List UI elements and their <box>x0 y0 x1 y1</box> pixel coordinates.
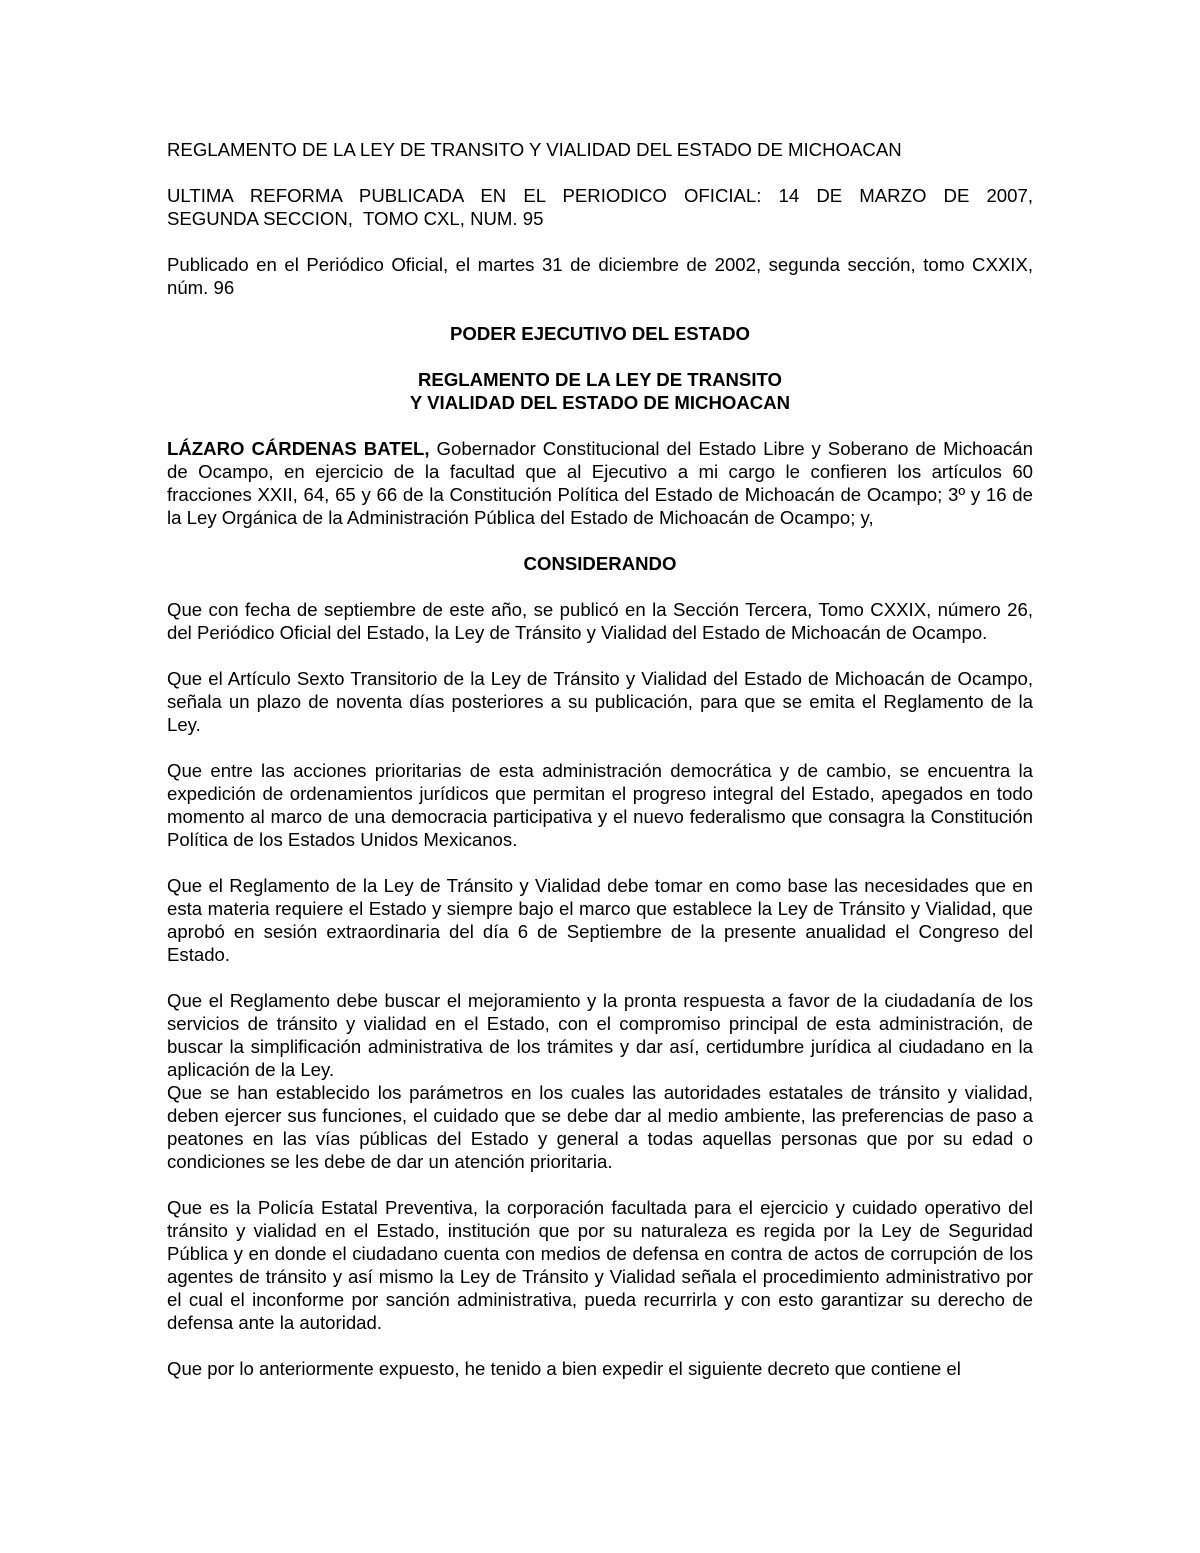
heading-reglamento-line-1: REGLAMENTO DE LA LEY DE TRANSITO <box>418 369 782 390</box>
heading-poder-ejecutivo: PODER EJECUTIVO DEL ESTADO <box>450 323 750 344</box>
considerando-paragraph: Que el Artículo Sexto Transitorio de la Ley de Tránsito y Vialidad del Estado de Michoacán de Ocampo, señala un plazo de noventa días posteriores a su publicación, para que se emita el Reglamento de la Ley. <box>167 668 1033 735</box>
heading-considerando: CONSIDERANDO <box>523 553 677 574</box>
publication-note: Publicado en el Periódico Oficial, el martes 31 de diciembre de 2002, segunda sección, tomo CXXIX, núm. 96 <box>167 254 1033 298</box>
considerando-paragraph: Que por lo anteriormente expuesto, he tenido a bien expedir el siguiente decreto que contiene el <box>167 1358 961 1379</box>
considerando-paragraph: Que el Reglamento de la Ley de Tránsito y Vialidad debe tomar en como base las necesidades que en esta materia requiere el Estado y siempre bajo el marco que establece la Ley de Tránsito y Vialidad, que aprobó en sesión extraordinaria del día 6 de Septiembre de la presente anualidad el Congreso del Estado. <box>167 875 1033 965</box>
considerando-paragraph: Que es la Policía Estatal Preventiva, la corporación facultada para el ejercicio y cuidado operativo del tránsito y vialidad en el Estado, institución que por su naturaleza es regida por la Ley de Seguridad Pública y en donde el ciudadano cuenta con medios de defensa en contra de actos de corrupción de los agentes de tránsito y así mismo la Ley de Tránsito y Vialidad señala el procedimiento administrativo por el cual el inconforme por sanción administrativa, pueda recurrirla y con esto garantizar su derecho de defensa ante la autoridad. <box>167 1197 1033 1333</box>
reform-line-2: SEGUNDA SECCION, TOMO CXL, NUM. 95 <box>167 208 544 229</box>
reform-line-1: ULTIMA REFORMA PUBLICADA EN EL PERIODICO OFICIAL: 14 DE MARZO DE 2007, <box>167 185 1033 206</box>
considerando-paragraph: Que el Reglamento debe buscar el mejoramiento y la pronta respuesta a favor de la ciudadanía de los servicios de tránsito y vialidad en el Estado, con el compromiso principal de esta administración, de buscar la simplificación administrativa de los trámites y dar así, certidumbre jurídica al ciudadano en la aplicación de la Ley. <box>167 990 1033 1080</box>
considerando-paragraph: Que entre las acciones prioritarias de esta administración democrática y de cambio, se encuentra la expedición de ordenamientos jurídicos que permitan el progreso integral del Estado, apegados en todo momento al marco de una democracia participativa y el nuevo federalismo que consagra la Constitución Política de los Estados Unidos Mexicanos. <box>167 760 1033 850</box>
considerando-paragraph: Que con fecha de septiembre de este año, se publicó en la Sección Tercera, Tomo CXXIX, número 26, del Periódico Oficial del Estado, la Ley de Tránsito y Vialidad del Estado de Michoacán de Ocampo. <box>167 599 1033 643</box>
governor-preamble <box>167 437 1033 529</box>
governor-name: LÁZARO CÁRDENAS BATEL, <box>167 438 430 459</box>
heading-reglamento-line-2: Y VIALIDAD DEL ESTADO DE MICHOACAN <box>409 392 791 413</box>
governor-text: Gobernador Constitucional del Estado Libre y Soberano de Michoacán de Ocampo, en ejercicio de la facultad que al Ejecutivo a mi cargo le confieren los artículos 60 fracciones XXII, 64, 65 y 66 de la Constitución Política del Estado de Michoacán de Ocampo; 3º y 16 de la Ley Orgánica de la Administración Pública del Estado de Michoacán de Ocampo; y, <box>167 438 1033 528</box>
considerando-paragraph: Que se han establecido los parámetros en los cuales las autoridades estatales de tránsito y vialidad, deben ejercer sus funciones, el cuidado que se debe dar al medio ambiente, las preferencias de paso a peatones en las vías públicas del Estado y general a todas aquellas personas que por su edad o condiciones se les debe de dar un atención prioritaria. <box>167 1082 1033 1172</box>
document-header-title: REGLAMENTO DE LA LEY DE TRANSITO Y VIALIDAD DEL ESTADO DE MICHOACAN <box>167 139 902 160</box>
heading-reglamento <box>167 368 1033 414</box>
reform-note <box>167 184 1033 230</box>
document-page <box>167 138 1033 1403</box>
